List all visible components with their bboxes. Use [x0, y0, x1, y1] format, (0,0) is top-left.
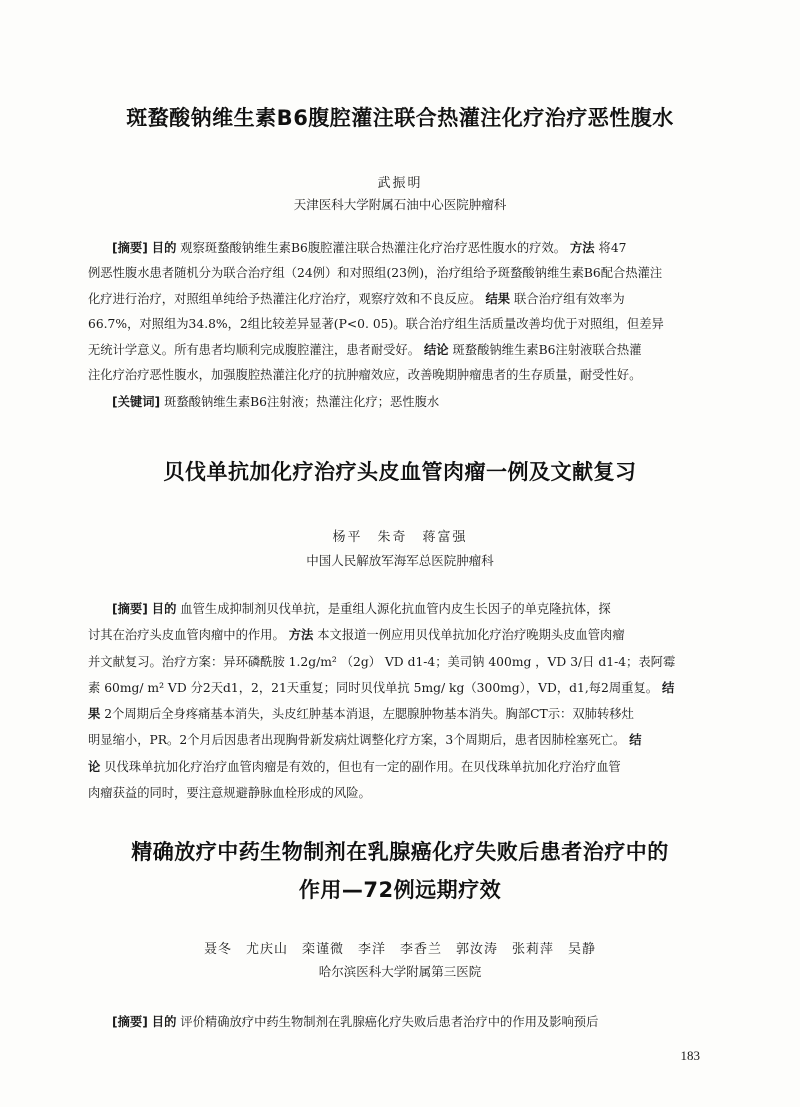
abstract-line: 66.7%，对照组为34.8%，2组比较差异显著(P<0. 05)。联合治疗组生活质量改善均优于对照组，但差异 [88, 317, 664, 332]
abstract-line: 肉瘤获益的同时，要注意规避静脉血栓形成的风险。 [88, 786, 371, 801]
keywords-label: [关键词] [112, 395, 161, 409]
abstract-line: 评价精确放疗中药生物制剂在乳腺癌化疗失败后患者治疗中的作用及影响预后 [180, 1015, 599, 1029]
article1-abstract [88, 236, 710, 388]
abstract-label: [摘要] [112, 1015, 148, 1029]
result-label: 结 [662, 680, 675, 695]
keywords-text: 斑蝥酸钠维生素B6注射液；热灌注化疗；恶性腹水 [164, 395, 440, 409]
conclusion-label-cont: 论 [88, 759, 101, 774]
method-text: 本文报道一例应用贝伐单抗加化疗治疗晚期头皮血管肉瘤 [317, 628, 625, 643]
article1-title: 斑蝥酸钠维生素B6腹腔灌注联合热灌注化疗治疗恶性腹水 [126, 106, 674, 130]
aim-label: 目的 [151, 241, 177, 255]
abstract-line: 化疗进行治疗，对照组单纯给予热灌注化疗治疗，观察疗效和不良反应。 [88, 291, 482, 306]
conclusion-label: 结论 [423, 342, 449, 357]
page-number: 183 [680, 1048, 700, 1063]
result-text: 联合治疗组有效率为 [513, 291, 625, 306]
result-label: 结果 [485, 291, 511, 306]
conclusion-label: 结 [629, 733, 642, 748]
abstract-label: [摘要] [112, 241, 148, 255]
aim-label: 目的 [151, 1015, 177, 1029]
article1-keywords [112, 392, 439, 410]
abstract-line: 无统计学意义。所有患者均顺利完成腹腔灌注，患者耐受好。 [88, 342, 421, 357]
abstract-line: 并文献复习。治疗方案：异环磷酰胺 1.2g/m² （2g） VD d1-4；美司钠 400mg ，VD 3/日 d1-4；表阿霉 [88, 654, 676, 669]
article2-abstract [88, 596, 710, 806]
article3-affiliation: 哈尔滨医科大学附属第三医院 [318, 964, 482, 979]
abstract-line: 2个周期后全身疼痛基本消失，头皮红肿基本消退，左腮腺肿物基本消失。胸部CT示：双肺转移灶 [104, 707, 634, 722]
abstract-label: [摘要] [112, 602, 148, 616]
article2-title: 贝伐单抗加化疗治疗头皮血管肉瘤一例及文献复习 [163, 460, 637, 484]
abstract-line: 血管生成抑制剂贝伐单抗，是重组人源化抗血管内皮生长因子的单克隆抗体，探 [180, 602, 611, 616]
abstract-line: 例恶性腹水患者随机分为联合治疗组（24例）和对照组(23例)，治疗组给予斑蝥酸钠维生素B6配合热灌注 [88, 266, 663, 281]
article2-authors: 杨平 朱奇 蒋富强 [332, 530, 468, 545]
result-label-cont: 果 [88, 707, 101, 722]
abstract-line: 贝伐珠单抗加化疗治疗血管肉瘤是有效的，但也有一定的副作用。在贝伐珠单抗加化疗治疗血管 [104, 759, 621, 774]
article3-authors: 聂冬 尤庆山 栾谨微 李洋 李香兰 郭汝涛 张莉萍 吴静 [203, 942, 596, 957]
abstract-line: 素 60mg/ m² VD 分2天d1，2，21天重复；同时贝伐单抗 5mg/ kg（300mg），VD，d1,每2周重复。 [88, 680, 659, 695]
abstract-line: 明显缩小，PR。2个月后因患者出现胸骨新发病灶调整化疗方案，3个周期后，患者因肺栓塞死亡。 [88, 733, 626, 748]
conclusion-text: 斑蝥酸钠维生素B6注射液联合热灌 [452, 342, 642, 357]
aim-label: 目的 [151, 602, 177, 616]
article1-authors: 武振明 [377, 176, 423, 191]
method-text: 将47 [598, 241, 627, 255]
article3-title-line2: 作用—72例远期疗效 [298, 878, 502, 902]
article3-abstract [88, 1010, 710, 1035]
abstract-line: 观察斑蝥酸钠维生素B6腹腔灌注联合热灌注化疗治疗恶性腹水的疗效。 [180, 241, 567, 255]
article3-title-line1: 精确放疗中药生物制剂在乳腺癌化疗失败后患者治疗中的 [131, 840, 669, 864]
article2-affiliation: 中国人民解放军海军总医院肿瘤科 [306, 553, 494, 568]
method-label: 方法 [570, 241, 595, 255]
article1-affiliation: 天津医科大学附属石油中心医院肿瘤科 [293, 197, 507, 212]
method-label: 方法 [288, 628, 314, 643]
abstract-line: 注化疗治疗恶性腹水，加强腹腔热灌注化疗的抗肿瘤效应，改善晚期肿瘤患者的生存质量，耐受性好。 [88, 368, 642, 383]
abstract-line: 讨其在治疗头皮血管肉瘤中的作用。 [88, 628, 285, 643]
